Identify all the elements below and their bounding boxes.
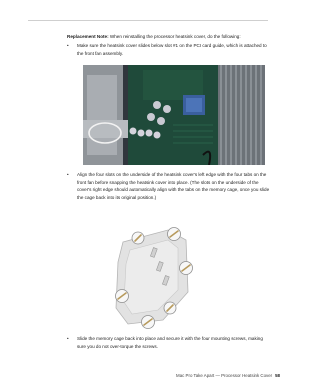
replacement-note bbox=[67, 34, 272, 40]
bullet-item bbox=[67, 171, 272, 201]
bullet-text: Slide the memory cage back into place and secure it with the four mounting screws, making sure you do not over-torque the screws. bbox=[77, 336, 263, 349]
bullet-item bbox=[67, 42, 272, 57]
page-footer bbox=[176, 373, 280, 378]
logic-board-photo bbox=[83, 65, 265, 165]
bullet-symbol: • bbox=[67, 43, 69, 48]
note-text: When reinstalling the processor heatsink cover, do the following: bbox=[108, 34, 241, 39]
heatsink-cover-illustration bbox=[108, 222, 198, 330]
bullet-text: Align the four slots on the underside of the heatsink cover's left edge with the four tabs on the front fan before snapping the heatsink cover into place. (The slots on the underside of the cover's right edge should automatically align with the tabs on the memory cage, once you slide the cage back into its original position.) bbox=[77, 172, 270, 200]
bullet-text: Make sure the heatsink cover slides below slot #1 on the PCI card guide, which is attached to the front fan assembly. bbox=[77, 43, 267, 56]
page-number: 58 bbox=[275, 373, 280, 378]
note-label: Replacement Note: bbox=[67, 34, 109, 39]
header-rule bbox=[28, 20, 268, 21]
bullet-symbol: • bbox=[67, 336, 69, 341]
bullet-item bbox=[67, 335, 272, 350]
footer-title: Mac Pro Take Apart — Processor Heatsink Cover bbox=[176, 373, 273, 378]
bullet-symbol: • bbox=[67, 172, 69, 177]
